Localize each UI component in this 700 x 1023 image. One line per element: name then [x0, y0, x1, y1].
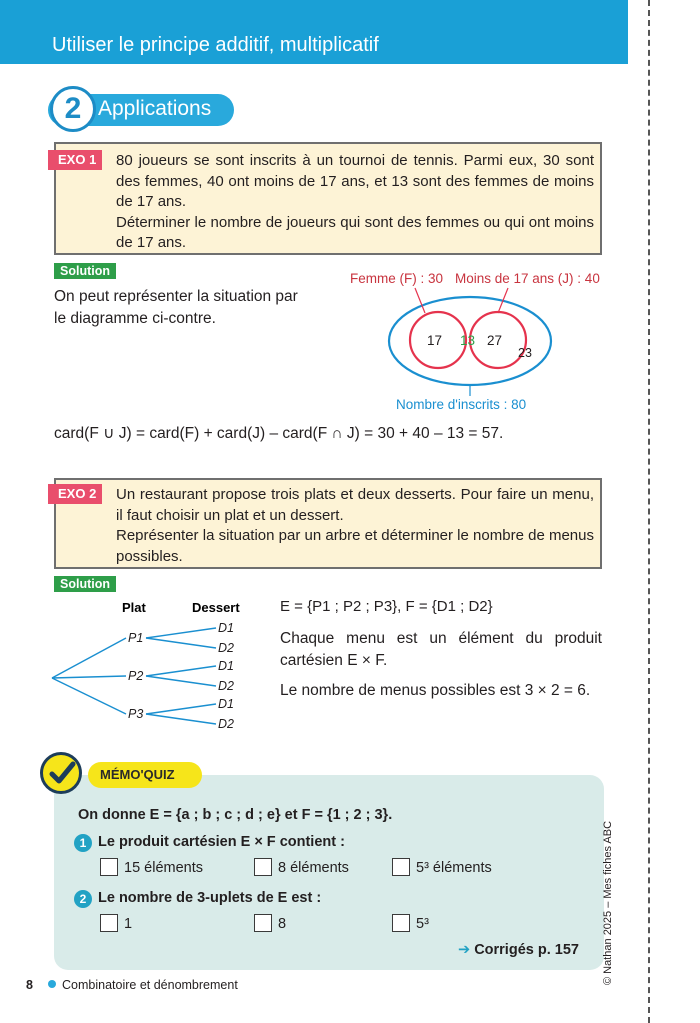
solution-1-text: On peut représenter la situation par le diagramme ci-contre. — [54, 288, 298, 327]
q2-option-2-label: 8 — [278, 916, 287, 932]
q2-option-2-checkbox[interactable] — [254, 914, 272, 932]
exercise-2-line1: Un restaurant propose trois plats et deux desserts. Pour faire un menu, il faut choisir un plat et un dessert. — [116, 486, 594, 524]
question-1-text: Le produit cartésien E × F contient : — [98, 834, 345, 850]
exercise-2-label: EXO 2 — [48, 484, 102, 504]
plat-header: Plat — [122, 600, 146, 615]
sets-definition: E = {P1 ; P2 ; P3}, F = {D1 ; D2} — [280, 598, 493, 615]
dessert-header: Dessert — [192, 600, 240, 615]
tree-diagram — [40, 600, 270, 745]
q1-option-2-checkbox[interactable] — [254, 858, 272, 876]
cut-line — [648, 0, 650, 1023]
node-p3: P3 — [128, 707, 144, 721]
arrow-right-icon: ➔ — [458, 942, 471, 958]
solution-2-paragraph-1: Chaque menu est un élément du produit cartésien E × F. — [280, 630, 602, 669]
memo-quiz-title: MÉMO'QUIZ — [100, 767, 175, 782]
only-j-count: 27 — [487, 333, 503, 348]
solution-1-label: Solution — [54, 263, 116, 279]
q2-option-3-label: 5³ — [416, 916, 429, 932]
node-d2-c: D2 — [218, 717, 234, 731]
chapter-title: Combinatoire et dénombrement — [62, 978, 238, 992]
quiz-intro: On donne E = {a ; b ; c ; d ; e} et F = {1 ; 2 ; 3}. — [78, 807, 393, 823]
exercise-1-line2: Déterminer le nombre de joueurs qui sont des femmes ou qui ont moins de 17 ans. — [116, 213, 594, 251]
node-d2-a: D2 — [218, 641, 234, 655]
node-d1-a: D1 — [218, 621, 234, 635]
solution-2-paragraph-2: Le nombre de menus possibles est 3 × 2 = 6. — [280, 682, 591, 699]
set-f-label: Femme (F) : 30 — [350, 271, 444, 286]
q1-option-1-checkbox[interactable] — [100, 858, 118, 876]
node-d1-b: D1 — [218, 659, 234, 673]
outside-count: 23 — [518, 346, 532, 360]
footer-bullet — [48, 980, 56, 988]
section-title: Applications — [98, 97, 212, 120]
exercise-1-label: EXO 1 — [48, 150, 102, 170]
question-2-text: Le nombre de 3-uplets de E est : — [98, 890, 322, 906]
exercise-2-line2: Représenter la situation par un arbre et déterminer le nombre de menus possibles. — [116, 527, 594, 565]
question-1-number: 1 — [74, 834, 92, 852]
q2-option-1-label: 1 — [124, 916, 133, 932]
q1-option-2-label: 8 éléments — [278, 860, 349, 876]
checkmark-icon — [40, 752, 82, 794]
page-number: 8 — [26, 978, 33, 992]
node-d2-b: D2 — [218, 679, 234, 693]
set-j-label: Moins de 17 ans (J) : 40 — [455, 271, 600, 286]
node-p1: P1 — [128, 631, 144, 645]
solution-2-label: Solution — [54, 576, 116, 592]
q1-option-3-checkbox[interactable] — [392, 858, 410, 876]
f-pointer — [415, 288, 425, 313]
node-d1-c: D1 — [218, 697, 234, 711]
question-2-number: 2 — [74, 890, 92, 908]
q2-option-3-checkbox[interactable] — [392, 914, 410, 932]
venn-diagram — [330, 262, 620, 422]
exercise-1-statement — [116, 151, 594, 254]
answers-link-text: Corrigés p. 157 — [474, 942, 579, 958]
exercise-1-line1: 80 joueurs se sont inscrits à un tournoi de tennis. Parmi eux, 30 sont des femmes, 40 ont moins de 17 ans, et 13 sont des femmes de moins de 17 ans. — [116, 152, 594, 210]
q1-option-3-label: 5³ éléments — [416, 860, 492, 876]
page-title: Utiliser le principe additif, multiplicatif — [52, 34, 379, 56]
only-f-count: 17 — [427, 333, 443, 348]
universe-label: Nombre d'inscrits : 80 — [396, 397, 527, 412]
q1-option-1-label: 15 éléments — [124, 860, 203, 876]
answers-link[interactable] — [458, 942, 579, 958]
q2-option-1-checkbox[interactable] — [100, 914, 118, 932]
exercise-2-statement — [116, 485, 594, 567]
cardinal-equation: card(F ∪ J) = card(F) + card(J) – card(F ∩ J) = 30 + 40 – 13 = 57. — [54, 425, 504, 442]
both-count: 13 — [460, 333, 476, 348]
section-number: 2 — [50, 86, 96, 132]
copyright: © Nathan 2025 – Mes fiches ABC — [602, 820, 614, 985]
node-p2: P2 — [128, 669, 144, 683]
